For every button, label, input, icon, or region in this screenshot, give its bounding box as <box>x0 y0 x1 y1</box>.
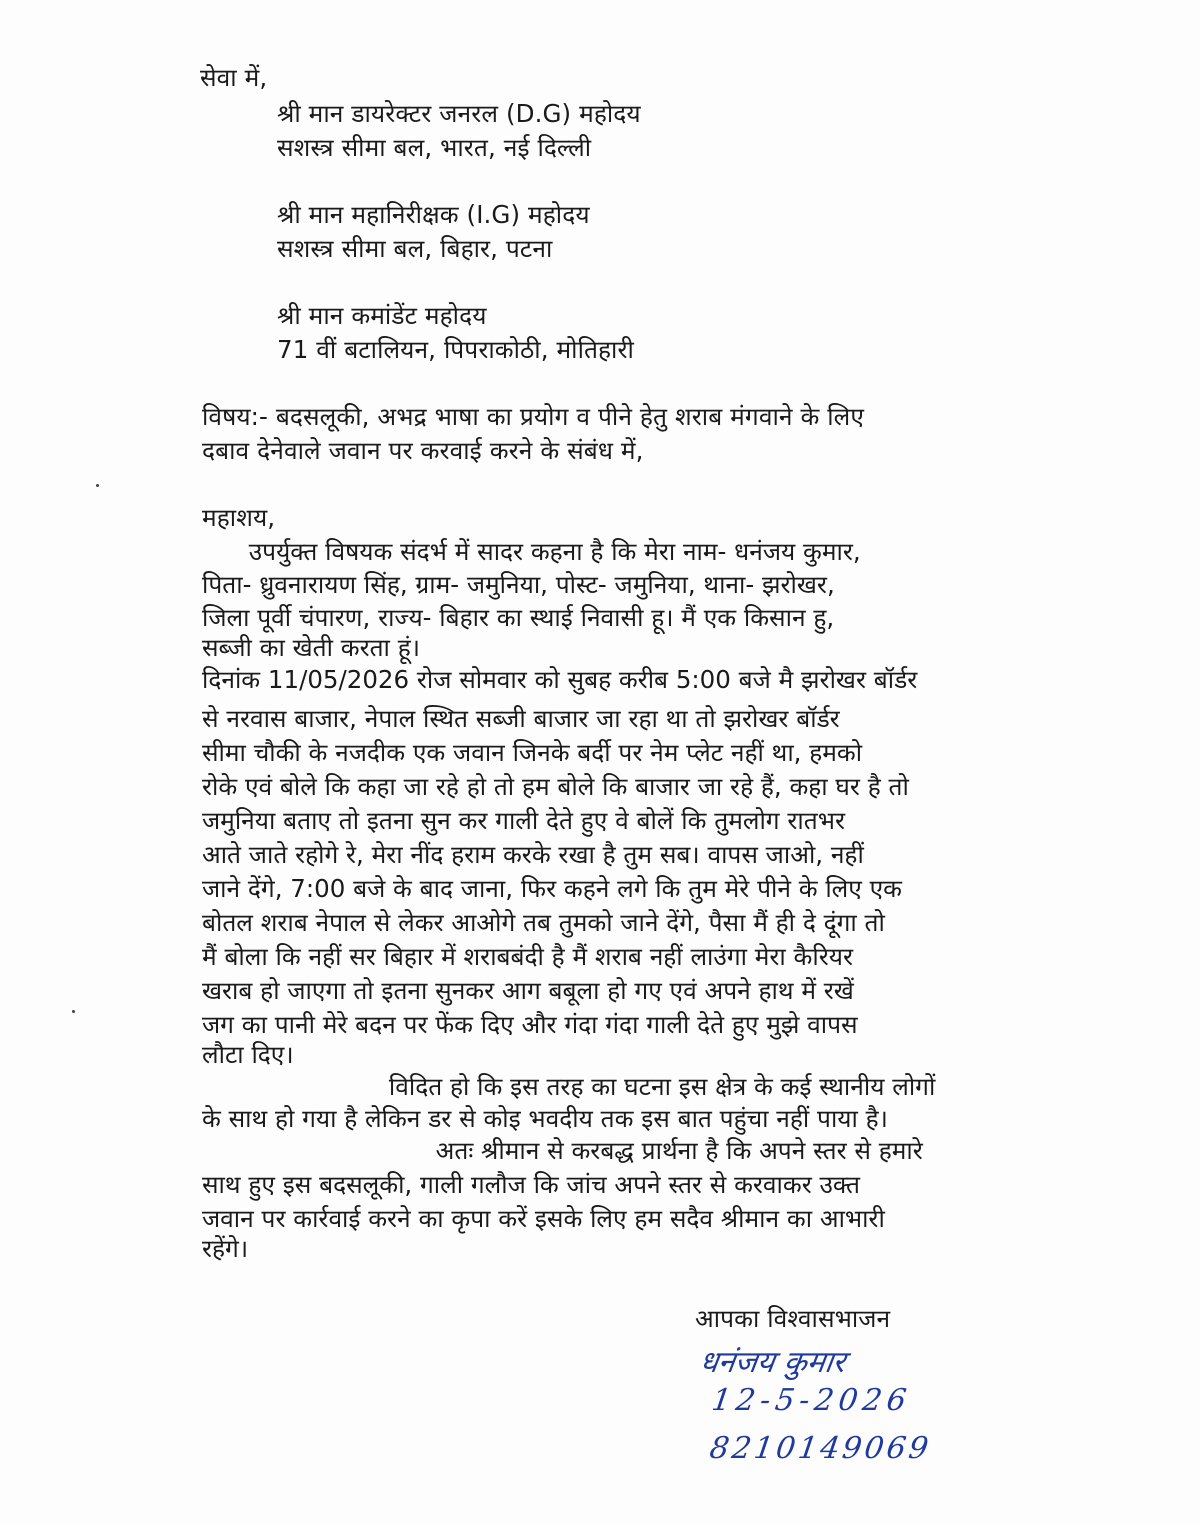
body-line: के साथ हो गया है लेकिन डर से कोइ भवदीय तक इस बात पहुंचा नहीं पाया है। <box>202 1104 888 1133</box>
body-line: आते जाते रहोगे रे, मेरा नींद हराम करके रखा है तुम सब। वापस जाओ, नहीं <box>202 840 864 869</box>
recipient-3-line1: श्री मान कमांडेंट महोदय <box>277 301 487 330</box>
body-line: मैं बोला कि नहीं सर बिहार में शराबबंदी है मैं शराब नहीं लाउंगा मेरा कैरियर <box>202 942 853 971</box>
recipient-3-line2: 71 वीं बटालियन, पिपराकोठी, मोतिहारी <box>277 335 634 364</box>
recipient-1-line2: सशस्त्र सीमा बल, भारत, नई दिल्ली <box>277 133 592 162</box>
body-line: खराब हो जाएगा तो इतना सुनकर आग बबूला हो गए एवं अपने हाथ में रखें <box>202 976 854 1005</box>
body-line: सब्जी का खेती करता हूं। <box>202 633 420 662</box>
recipient-2-line2: सशस्त्र सीमा बल, बिहार, पटना <box>277 234 553 263</box>
greeting: महाशय, <box>202 503 276 532</box>
scan-speck <box>96 484 99 487</box>
body-line: रहेंगे। <box>202 1234 249 1263</box>
body-line: लौटा दिए। <box>202 1040 294 1069</box>
subject-line-2: दबाव देनेवाले जवान पर करवाई करने के संबंध में, <box>202 436 644 465</box>
body-line: दिनांक 11/05/2026 रोज सोमवार को सुबह करीब 5:00 बजे मै झरोखर बॉर्डर <box>202 665 918 694</box>
recipient-2-line1: श्री मान महानिरीक्षक (I.G) महोदय <box>277 200 590 229</box>
recipient-1-line1: श्री मान डायरेक्टर जनरल (D.G) महोदय <box>277 99 641 128</box>
body-line: जमुनिया बताए तो इतना सुन कर गाली देते हुए वे बोलें कि तुमलोग रातभर <box>202 806 845 835</box>
closing: आपका विश्वासभाजन <box>695 1304 891 1333</box>
signature-name: धनंजय कुमार <box>697 1345 848 1380</box>
scan-speck <box>72 1010 75 1013</box>
body-line: जग का पानी मेरे बदन पर फेंक दिए और गंदा गंदा गाली देते हुए मुझे वापस <box>202 1010 858 1039</box>
body-line: जवान पर कार्रवाई करने का कृपा करें इसके लिए हम सदैव श्रीमान का आभारी <box>202 1204 885 1233</box>
body-line: बोतल शराब नेपाल से लेकर आओगे तब तुमको जाने देंगे, पैसा मैं ही दे दूंगा तो <box>202 908 885 937</box>
salutation-to: सेवा में, <box>200 63 268 92</box>
subject-line-1: विषय:- बदसलूकी, अभद्र भाषा का प्रयोग व पीने हेतु शराब मंगवाने के लिए <box>202 402 864 431</box>
body-line: उपर्युक्त विषयक संदर्भ में सादर कहना है कि मेरा नाम- धनंजय कुमार, <box>202 537 861 566</box>
body-line: जाने देंगे, 7:00 बजे के बाद जाना, फिर कहने लगे कि तुम मेरे पीने के लिए एक <box>202 874 902 903</box>
body-line: जिला पूर्वी चंपारण, राज्य- बिहार का स्थाई निवासी हू। मैं एक किसान हु, <box>202 603 835 632</box>
signature-date: 12-5-2026 <box>709 1383 914 1418</box>
signature-phone: 8210149069 <box>707 1431 934 1466</box>
body-line: सीमा चौकी के नजदीक एक जवान जिनके बर्दी पर नेम प्लेट नहीं था, हमको <box>202 738 863 767</box>
body-line: अतः श्रीमान से करबद्ध प्रार्थना है कि अपने स्तर से हमारे <box>202 1136 923 1165</box>
body-line: विदित हो कि इस तरह का घटना इस क्षेत्र के कई स्थानीय लोगों <box>202 1072 936 1101</box>
body-line: साथ हुए इस बदसलूकी, गाली गलौज कि जांच अपने स्तर से करवाकर उक्त <box>202 1170 861 1199</box>
body-line: रोके एवं बोले कि कहा जा रहे हो तो हम बोले कि बाजार जा रहे हैं, कहा घर है तो <box>202 772 909 801</box>
body-line: पिता- ध्रुवनारायण सिंह, ग्राम- जमुनिया, पोस्ट- जमुनिया, थाना- झरोखर, <box>202 570 835 599</box>
body-line: से नरवास बाजार, नेपाल स्थित सब्जी बाजार जा रहा था तो झरोखर बॉर्डर <box>202 704 840 733</box>
